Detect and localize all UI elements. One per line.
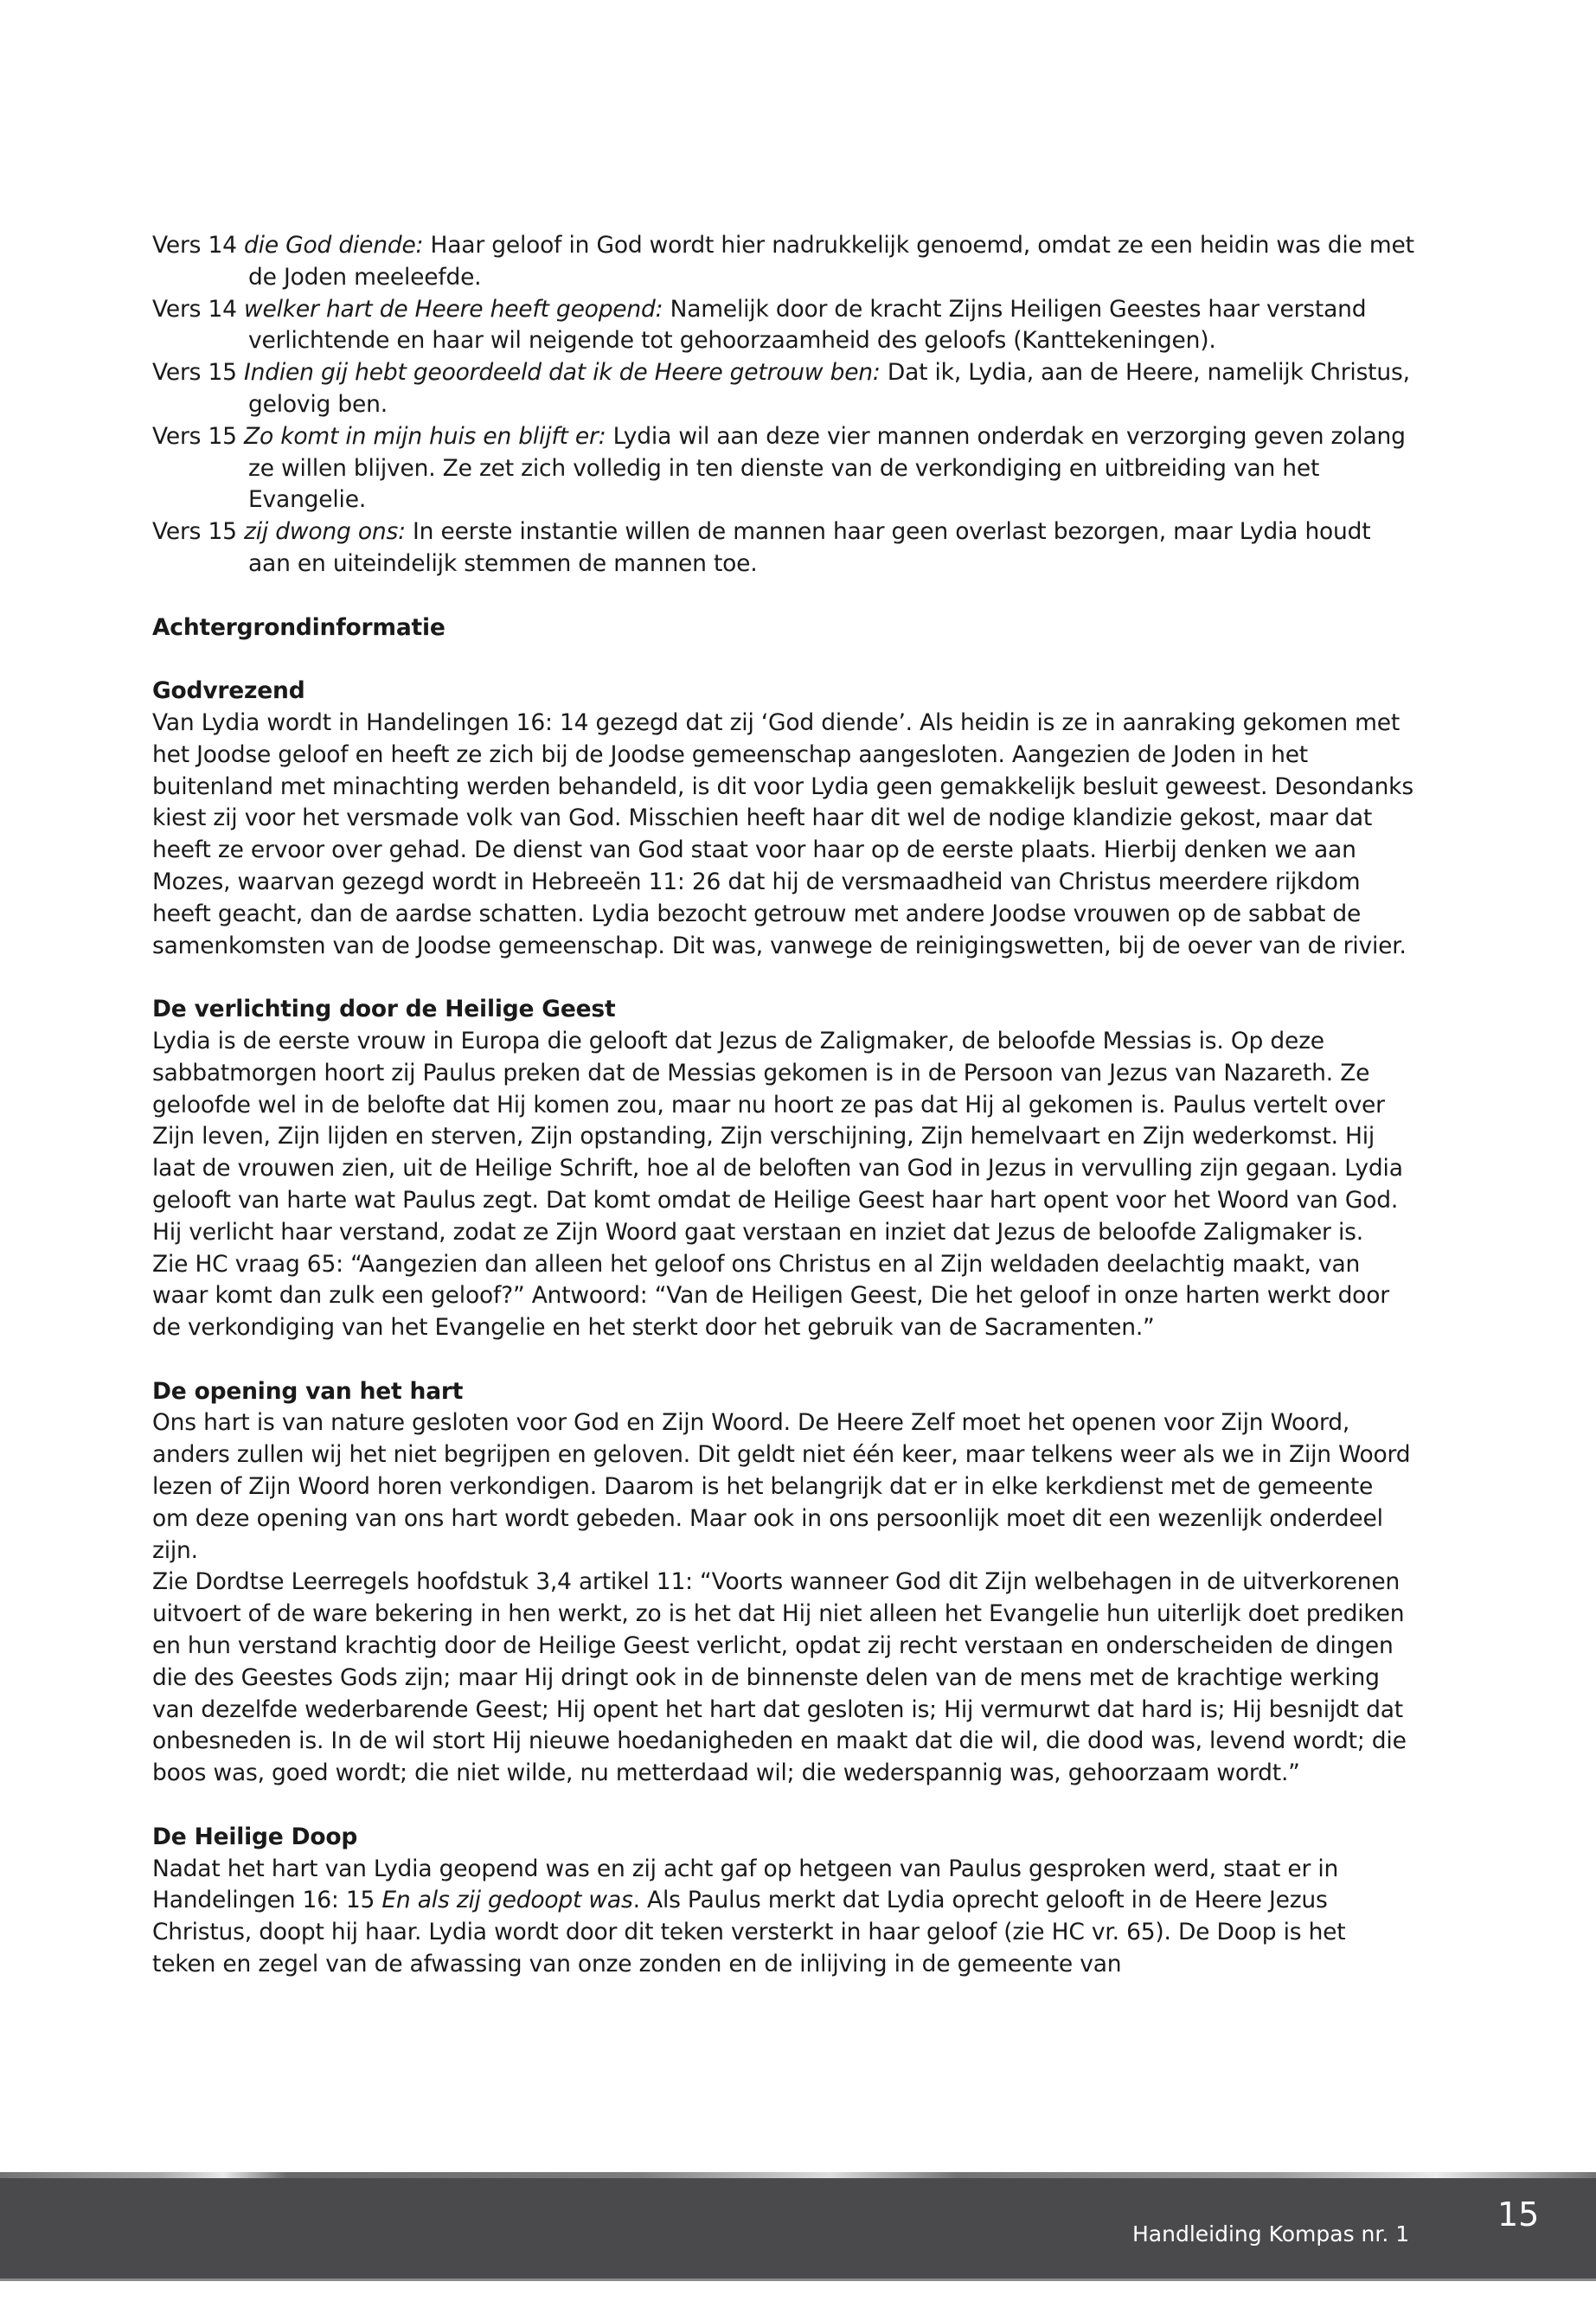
verse-explanation: Lydia wil aan deze vier mannen onderdak en verzorging geven zolang ze willen blijven. Ze zet zich volledig in ten dienste van de verkondiging en uitbreiding van het Evangelie. — [248, 422, 1406, 514]
section-opening-hart — [152, 1376, 1415, 1790]
paragraph: Van Lydia wordt in Handelingen 16: 14 gezegd dat zij ‘God diende’. Als heidin is ze in aanraking gekomen met het Joodse geloof en heeft ze zich bij de Joodse gemeenschap aangesloten. Aangezien de Joden in het buitenland met minachting werden behandeld, is dit voor Lydia geen gemakkelijk besluit geweest. Desondanks kiest zij voor het versmade volk van God. Misschien heeft haar dit wel de nodige klandizie gekost, maar dat heeft ze ervoor over gehad. De dienst van God staat voor haar op de eerste plaats. Hierbij denken we aan Mozes, waarvan gezegd wordt in Hebreeën 11: 26 dat hij de versmaadheid van Christus meerdere rijkdom heeft geacht, dan de aardse schatten. Lydia bezocht getrouw met andere Joodse vrouwen op de sabbat de samenkomsten van de Joodse gemeenschap. Dit was, vanwege de reinigingswetten, bij de oever van de rivier. — [152, 708, 1413, 959]
verse-note — [152, 230, 1415, 294]
spacer — [152, 644, 1415, 676]
section-heading: Godvrezend — [152, 677, 305, 705]
spacer — [152, 1790, 1415, 1822]
verse-ref: Vers 14 — [152, 295, 245, 323]
paragraph: Ons hart is van nature gesloten voor God en Zijn Woord. De Heere Zelf moet het openen voor Zijn Woord, anders zullen wij het niet begrijpen en geloven. Dit geldt niet één keer, maar telkens weer als we in Zijn Woord lezen of Zijn Woord horen verkondigen. Daarom is het belangrijk dat er in elke kerkdienst met de gemeente om deze opening van ons hart wordt gebeden. Maar ook in ons persoonlijk moet dit een wezenlijk onderdeel zijn. — [152, 1409, 1411, 1564]
paragraph-text: . Als Paulus merkt dat Lydia oprecht gelooft in de Heere Jezus Christus, doopt hij haar. Lydia wordt door dit teken versterkt in haar geloof (zie HC vr. 65). De Doop is het teken en zegel van de afwassing van onze zonden en de inlijving in de gemeente van — [152, 1887, 1346, 1978]
verse-quote: Zo komt in mijn huis en blijft er: — [244, 422, 606, 450]
verse-quote: welker hart de Heere heeft geopend: — [244, 295, 663, 323]
paragraph-text: Nadat het hart van Lydia geopend was en zij acht gaf op hetgeen van Paulus gesproken werd, staat er in Handelingen 16: 15 — [152, 1855, 1339, 1914]
paragraph — [152, 1854, 1415, 1981]
verse-note — [152, 516, 1415, 580]
section-heading: De opening van het hart — [152, 1377, 464, 1405]
verse-explanation: Namelijk door de kracht Zijns Heiligen Geestes haar verstand verlichtende en haar wil neigende tot gehoorzaamheid des geloofs (Kanttekeningen). — [248, 295, 1367, 355]
spacer — [152, 580, 1415, 612]
verse-explanation: Dat ik, Lydia, aan de Heere, namelijk Christus, gelovig ben. — [248, 359, 1410, 418]
catechism-quote: Zie HC vraag 65: “Aangezien dan alleen het geloof ons Christus en al Zijn weldaden deelachtig maakt, van waar komt dan zulk een geloof?” Antwoord: “Van de Heiligen Geest, Die het geloof in onze harten werkt door de verkondiging van het Evangelie en het sterkt door het gebruik van de Sacramenten.” — [152, 1250, 1389, 1342]
verse-quote: Indien gij hebt geoordeeld dat ik de Heere getrouw ben: — [244, 359, 881, 387]
verse-ref: Vers 14 — [152, 232, 245, 259]
page-number: 15 — [1497, 2195, 1540, 2234]
background-heading: Achtergrondinformatie — [152, 613, 445, 641]
verse-notes — [152, 230, 1415, 580]
page-body — [152, 230, 1415, 1981]
verse-explanation: In eerste instantie willen de mannen haar geen overlast bezorgen, maar Lydia houdt aan en uiteindelijk stemmen de mannen toe. — [248, 518, 1371, 577]
verse-note — [152, 421, 1415, 516]
section-heilige-doop — [152, 1822, 1415, 1981]
section-heading: De Heilige Doop — [152, 1823, 358, 1850]
verse-quote: die God diende: — [244, 232, 424, 259]
verse-note — [152, 357, 1415, 421]
verse-quote: zij dwong ons: — [244, 518, 406, 546]
verse-explanation: Haar geloof in God wordt hier nadrukkelijk genoemd, omdat ze een heidin was die met de Joden meeleefde. — [248, 232, 1414, 291]
verse-ref: Vers 15 — [152, 359, 245, 387]
footer-title: Handleiding Kompas nr. 1 — [1132, 2221, 1410, 2247]
verse-ref: Vers 15 — [152, 518, 245, 546]
dordt-canons-quote: Zie Dordtse Leerregels hoofdstuk 3,4 artikel 11: “Voorts wanneer God dit Zijn welbehagen in de uitverkorenen uitvoert of de ware bekering in hen werkt, zo is het dat Hij niet alleen het Evangelie hun uiterlijk doet prediken en hun verstand krachtig door de Heilige Geest verlicht, opdat zij recht verstaan en onderscheiden de dingen die des Geestes Gods zijn; maar Hij dringt ook in de binnenste delen van de mens met de krachtige werking van dezelfde wederbarende Geest; Hij opent het hart dat gesloten is; Hij vermurwt dat hard is; Hij besnijdt dat onbesneden is. In de wil stort Hij nieuwe hoedanigheden en maakt dat die wil, die dood was, levend wordt; die boos was, goed wordt; die niet wilde, nu metterdaad wil; die wederspannig was, gehoorzaam wordt.” — [152, 1568, 1407, 1787]
section-verlichting — [152, 994, 1415, 1344]
spacer — [152, 962, 1415, 994]
verse-note — [152, 294, 1415, 358]
section-godvrezend — [152, 676, 1415, 962]
section-heading: De verlichting door de Heilige Geest — [152, 996, 616, 1023]
verse-ref: Vers 15 — [152, 422, 245, 450]
spacer — [152, 1344, 1415, 1376]
scripture-quote: En als zij gedoopt was — [381, 1887, 633, 1914]
paragraph: Lydia is de eerste vrouw in Europa die gelooft dat Jezus de Zaligmaker, de beloofde Messias is. Op deze sabbatmorgen hoort zij Paulus preken dat de Messias gekomen is in de Persoon van Jezus van Nazareth. Ze geloofde wel in de belofte dat Hij komen zou, maar nu hoort ze pas dat Hij al gekomen is. Paulus vertelt over Zijn leven, Zijn lijden en sterven, Zijn opstanding, Zijn verschijning, Zijn hemelvaart en Zijn wederkomst. Hij laat de vrouwen zien, uit de Heilige Schrift, hoe al de beloften van God in Jezus in vervulling zijn gegaan. Lydia gelooft van harte wat Paulus zegt. Dat komt omdat de Heilige Geest haar hart opent voor het Woord van God. Hij verlicht haar verstand, zodat ze Zijn Woord gaat verstaan en inziet dat Jezus de beloofde Zaligmaker is. — [152, 1027, 1403, 1246]
